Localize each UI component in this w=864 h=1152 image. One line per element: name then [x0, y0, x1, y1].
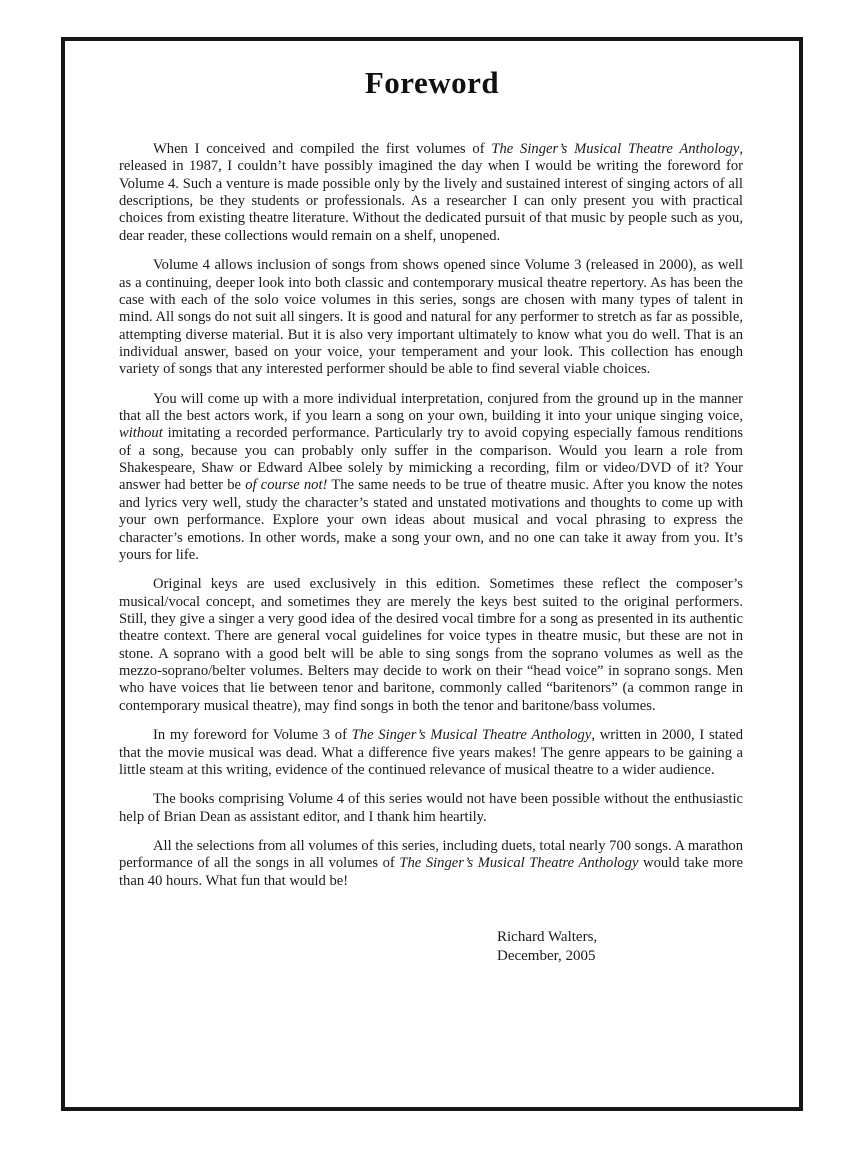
text-segment: , written in 2000, I stated that the movie musical was dead. What a difference five years makes! The genre appears to be gaining a little steam at this writing, evidence of the continued relevance of musical theatre to a wider audience.	[119, 727, 744, 778]
text-segment: All the selections from all volumes of this series, including duets, total nearly 700 songs. A marathon performance of all the songs in all volumes of	[119, 837, 743, 872]
text-segment: would take more than 40 hours. What fun that would be!	[119, 855, 743, 889]
text-segment: In my foreword for Volume 3 of	[153, 727, 352, 744]
paragraph	[119, 141, 743, 245]
italic-text-segment: without	[119, 425, 163, 442]
paragraph	[119, 727, 743, 779]
signature-date: December, 2005	[497, 947, 596, 964]
text-segment: You will come up with a more individual interpretation, conjured from the ground up in the manner that all the best actors work, if you learn a song on your own, building it into your unique singing voice,	[119, 390, 743, 425]
paragraph	[119, 257, 743, 379]
text-segment: Volume 4 allows inclusion of songs from shows opened since Volume 3 (released in 2000), as well as a continuing, deeper look into both classic and contemporary musical theatre repertory. As has been the case with each of the solo voice volumes in this series, songs are chosen with many types of talent in mind. All songs do not suit all singers. It is good and natural for any performer to stretch as far as possible, attempting diverse material. But it is also very important ultimately to know what you do well. That is an individual answer, based on your voice, your temperament and your look. This collection has enough variety of songs that any interested performer should be able to find several viable choices.	[119, 257, 743, 378]
text-segment: The books comprising Volume 4 of this series would not have been possible without the enthusiastic help of Brian Dean as assistant editor, and I thank him heartily.	[119, 791, 743, 825]
italic-text-segment: of course not!	[245, 477, 328, 494]
text-segment: When I conceived and compiled the first volumes of	[153, 141, 492, 157]
signature-block	[497, 928, 799, 966]
page-title: Foreword	[364, 65, 500, 100]
paragraph	[119, 838, 743, 890]
signature-name: Richard Walters,	[497, 929, 598, 946]
page-border-frame	[61, 37, 803, 1111]
foreword-paragraphs	[65, 141, 799, 890]
text-segment: Original keys are used exclusively in this edition. Sometimes these reflect the composer’s musical/vocal concept, and sometimes they are merely the keys best suited to the original performers. Still, they give a singer a very good idea of the desired vocal timbre for a song as presented in its authentic theatre context. There are general vocal guidelines for voice types in theatre music, but these are not in stone. A soprano with a good belt will be able to sing songs from the soprano volumes as well as the mezzo-soprano/belter volumes. Belters may decide to work on their “head voice” in soprano songs. Men who have voices that lie between tenor and baritone, commonly called “baritenors” (a common range in contemporary musical theatre), may find songs in both the tenor and baritone/bass volumes.	[119, 576, 743, 714]
text-segment: , released in 1987, I couldn’t have possibly imagined the day when I would be writing the foreword for Volume 4. Such a venture is made possible only by the lively and sustained interest of singing actors of all descriptions, be they students or professionals. As a researcher I can only present you with practical choices from existing theatre literature. Without the dedicated pursuit of that music by people such as you, dear reader, these collections would remain on a shelf, unopened.	[119, 141, 743, 244]
italic-text-segment: The Singer’s Musical Theatre Anthology	[491, 141, 740, 157]
paragraph	[119, 791, 743, 826]
text-segment: imitating a recorded performance. Particularly try to avoid copying especially famous renditions of a song, because you can probably only suffer in the comparison. Would you learn a role from Shakespeare, Shaw or Edward Albee solely by mimicking a recording, film or video/DVD of it? Your answer had better be	[119, 425, 743, 494]
italic-text-segment: The Singer’s Musical Theatre Anthology	[399, 855, 639, 872]
text-segment: The same needs to be true of theatre music. After you know the notes and lyrics very well, study the character’s stated and unstated motivations and thoughts to come up with your own performance. Explore your own ideas about musical and vocal phrasing to express the character’s emotions. In other words, make a song your own, and no one can take it away from you. It’s yours for life.	[119, 477, 743, 563]
paragraph	[119, 576, 743, 715]
paragraph	[119, 391, 743, 565]
italic-text-segment: The Singer’s Musical Theatre Anthology	[351, 727, 592, 744]
